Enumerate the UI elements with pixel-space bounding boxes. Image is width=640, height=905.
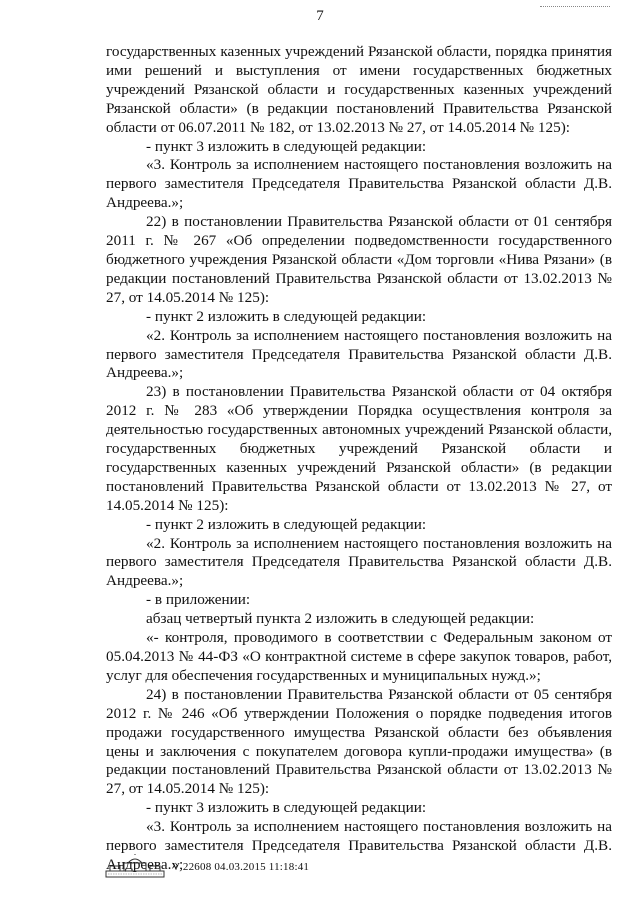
paragraph: абзац четвертый пункта 2 изложить в следующей редакции: [146, 610, 535, 628]
paragraph: - пункт 2 изложить в следующей редакции: [146, 307, 427, 325]
government-building-logo-icon [104, 854, 166, 880]
paragraph: 23) в постановлении Правительства Рязанской области от 04 октября 2012 г. № 283 «Об утверждении Порядка осуществления контроля за деятельностью государственных автономных учреждений Рязанской области, государственных бюджетных учреждений Рязанской области и государственных казенных учреждений Рязанской области» (в редакции постановлений Правительства Рязанской области от 13.02.2013 № 27, от 14.05.2014 № 125): [106, 383, 612, 514]
paragraph: государственных казенных учреждений Рязанской области, порядка принятия ими решений и выступления от имени государственных бюджетных учреждений Рязанской области и государственных казенных учреждений Рязанской области» (в редакции постановлений Правительства Рязанской области от 06.07.2011 № 182, от 13.02.2013 № 27, от 14.05.2014 № 125): [106, 43, 612, 136]
paragraph: «3. Контроль за исполнением настоящего постановления возложить на первого заместителя Председателя Правительства Рязанской области Д.В. Андреева.»; [106, 818, 612, 873]
paragraph: 22) в постановлении Правительства Рязанской области от 01 сентября 2011 г. № 267 «Об определении подведомственности государственного бюджетного учреждения Рязанской области «Дом торговли «Нива Рязани» (в редакции постановлений Правительства Рязанской области от 13.02.2013 № 27, от 14.05.2014 № 125): [106, 213, 612, 306]
paragraph: 24) в постановлении Правительства Рязанской области от 05 сентября 2012 г. № 246 «Об утверждении Положения о порядке подведения итогов продажи государственного имущества Рязанской области без объявления цены и заключения с покупателем договора купли-продажи имущества» (в редакции постановлений Правительства Рязанской области от 13.02.2013 № 27, от 14.05.2014 № 125): [106, 685, 612, 798]
paragraph: - пункт 3 изложить в следующей редакции: [146, 137, 427, 155]
paragraph: «3. Контроль за исполнением настоящего постановления возложить на первого заместителя Председателя Правительства Рязанской области Д.В. Андреева.»; [106, 156, 612, 212]
paragraph: «- контроля, проводимого в соответствии с Федеральным законом от 05.04.2013 № 44-ФЗ «О контрактной системе в сфере закупок товаров, работ, услуг для обеспечения государственных и муниципальных нужд.»; [106, 629, 612, 684]
registration-stamp: V 22608 04.03.2015 11:18:41 [172, 861, 310, 873]
paragraph: - пункт 2 изложить в следующей редакции: [146, 515, 427, 533]
corner-marks [540, 6, 610, 7]
page-number: 7 [316, 8, 324, 24]
paragraph: «2. Контроль за исполнением настоящего постановления возложить на первого заместителя Председателя Правительства Рязанской области Д.В. Андреева.»; [106, 326, 612, 382]
document-body [106, 43, 612, 875]
paragraph: - пункт 3 изложить в следующей редакции: [146, 799, 427, 817]
paragraph: «2. Контроль за исполнением настоящего постановления возложить на первого заместителя Председателя Правительства Рязанской области Д.В. Андреева.»; [106, 534, 612, 590]
paragraph: - в приложении: [146, 591, 251, 609]
footer [104, 852, 309, 882]
